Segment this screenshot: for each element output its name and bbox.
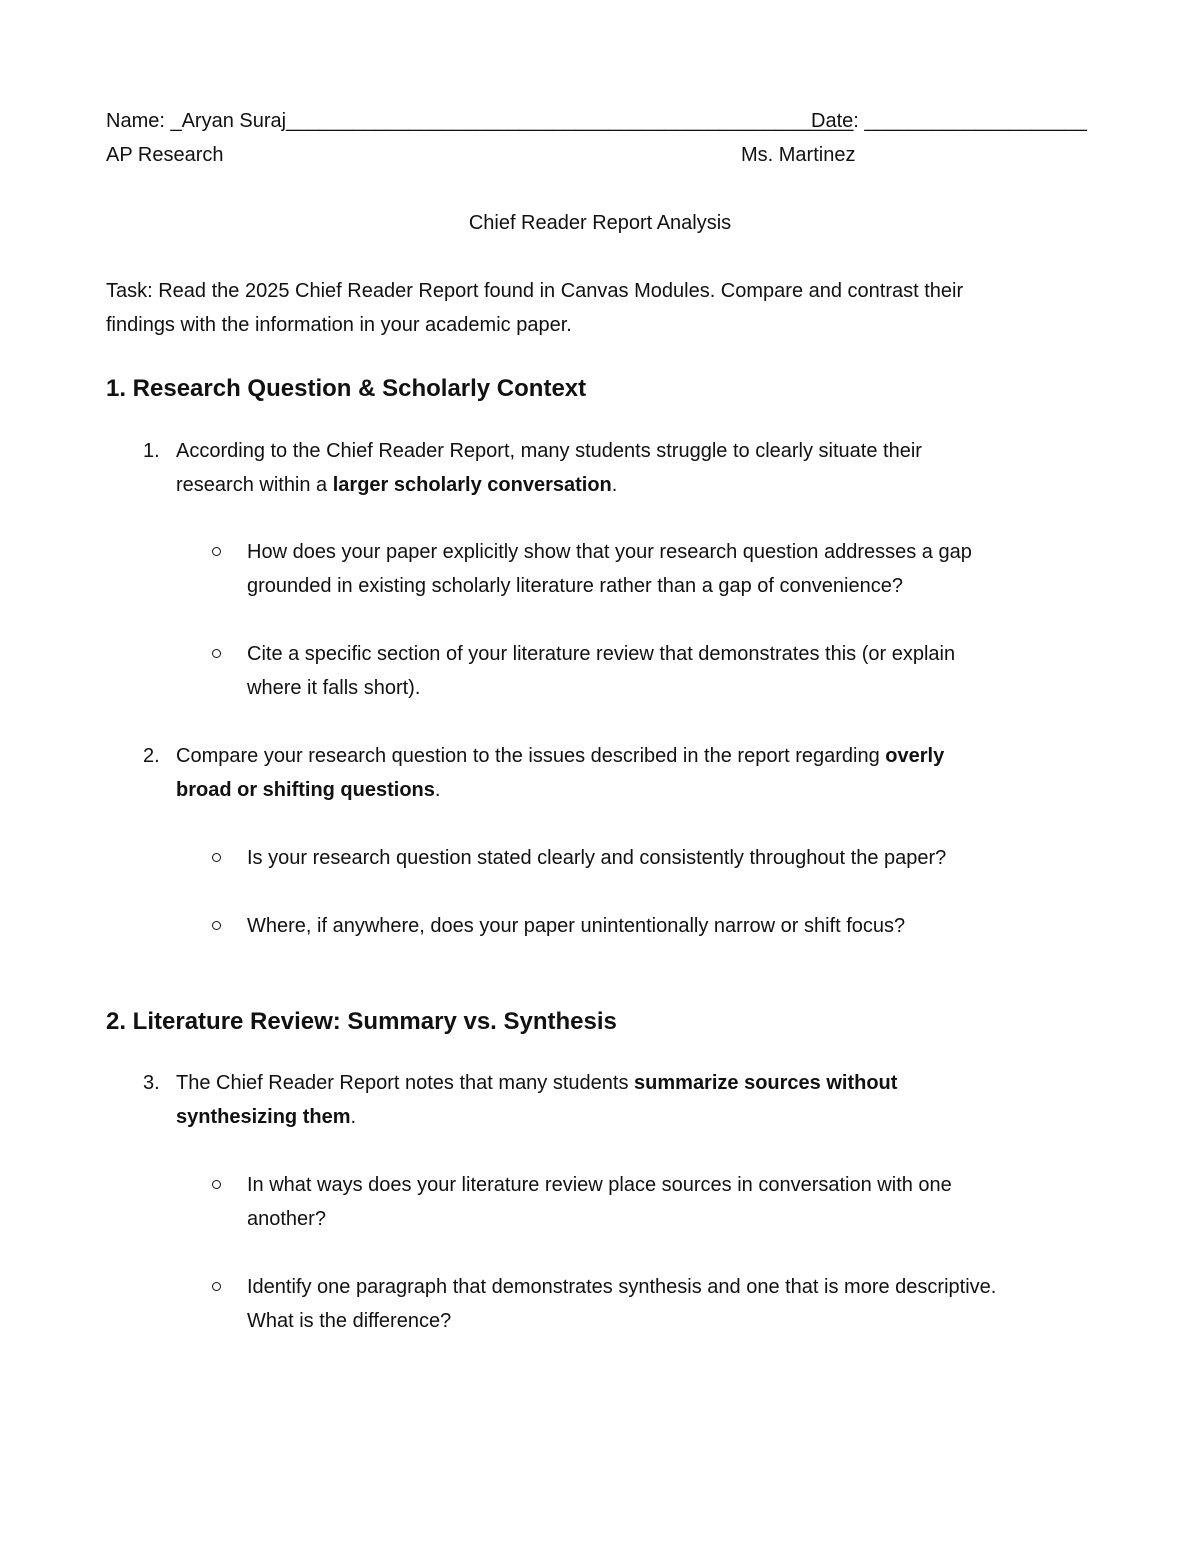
question-3-sub-b-line-1: Identify one paragraph that demonstrates synthesis and one that is more descriptive. <box>247 1276 997 1298</box>
question-3-sub-a-line-1: In what ways does your literature review place sources in conversation with one <box>247 1174 952 1196</box>
task-line-1: Task: Read the 2025 Chief Reader Report found in Canvas Modules. Compare and contrast their <box>106 280 964 302</box>
teacher-name: Ms. Martinez <box>741 144 856 166</box>
question-1-text: research within a <box>176 474 333 496</box>
question-3-text: The Chief Reader Report notes that many students <box>176 1072 635 1094</box>
question-1-sub-b <box>247 637 955 705</box>
question-3-sub-b-line-2: What is the difference? <box>247 1310 452 1332</box>
question-3-sub-b <box>247 1270 996 1338</box>
task-line-2: findings with the information in your academic paper. <box>106 314 572 336</box>
question-2-line-1 <box>176 739 944 773</box>
hollow-bullet-icon <box>212 1282 221 1291</box>
hollow-bullet-icon <box>212 1180 221 1189</box>
question-1-sub-b-line-1: Cite a specific section of your literature review that demonstrates this (or explain <box>247 643 956 665</box>
question-1-line-2 <box>176 468 922 502</box>
question-2-line-2 <box>176 773 944 807</box>
question-1-line-1: According to the Chief Reader Report, many students struggle to clearly situate their <box>176 440 922 462</box>
question-1-period: . <box>611 474 618 496</box>
question-3-sub-a-line-2: another? <box>247 1208 326 1230</box>
question-2-number: 2. <box>143 745 160 767</box>
question-2-sub-b: Where, if anywhere, does your paper unintentionally narrow or shift focus? <box>247 915 906 937</box>
section-2-heading: 2. Literature Review: Summary vs. Synthesis <box>106 1008 617 1035</box>
question-1-sub-a-line-2: grounded in existing scholarly literature rather than a gap of convenience? <box>247 575 903 597</box>
question-3 <box>176 1066 897 1134</box>
question-3-line-1 <box>176 1066 897 1100</box>
question-1-sub-a <box>247 535 972 603</box>
question-1-sub-a-line-1: How does your paper explicitly show that your research question addresses a gap <box>247 541 972 563</box>
question-2-sub-a: Is your research question stated clearly and consistently throughout the paper? <box>247 847 947 869</box>
hollow-bullet-icon <box>212 649 221 658</box>
question-1-emphasis: larger scholarly conversation <box>332 474 612 496</box>
name-line: Name: _Aryan Suraj___________________________________________________ <box>106 110 854 132</box>
hollow-bullet-icon <box>212 547 221 556</box>
task-instructions <box>106 274 963 342</box>
question-3-number: 3. <box>143 1072 160 1094</box>
hollow-bullet-icon <box>212 921 221 930</box>
hollow-bullet-icon <box>212 853 221 862</box>
question-2-text: Compare your research question to the issues described in the report regarding <box>176 745 886 767</box>
date-line: Date: ____________________ <box>811 110 1087 132</box>
question-1-sub-b-line-2: where it falls short). <box>247 677 421 699</box>
question-3-period: . <box>350 1106 357 1128</box>
course-name: AP Research <box>106 144 224 166</box>
question-2-period: . <box>434 779 441 801</box>
question-2 <box>176 739 944 807</box>
question-1 <box>176 434 922 502</box>
question-3-emphasis-1: summarize sources without <box>634 1072 898 1094</box>
question-2-emphasis-2: broad or shifting questions <box>176 779 435 801</box>
document-title: Chief Reader Report Analysis <box>468 212 732 234</box>
question-3-emphasis-2: synthesizing them <box>176 1106 351 1128</box>
section-1-heading: 1. Research Question & Scholarly Context <box>106 375 587 402</box>
question-3-sub-a <box>247 1168 952 1236</box>
question-3-line-2 <box>176 1100 897 1134</box>
question-2-emphasis-1: overly <box>885 745 945 767</box>
question-1-number: 1. <box>143 440 160 462</box>
